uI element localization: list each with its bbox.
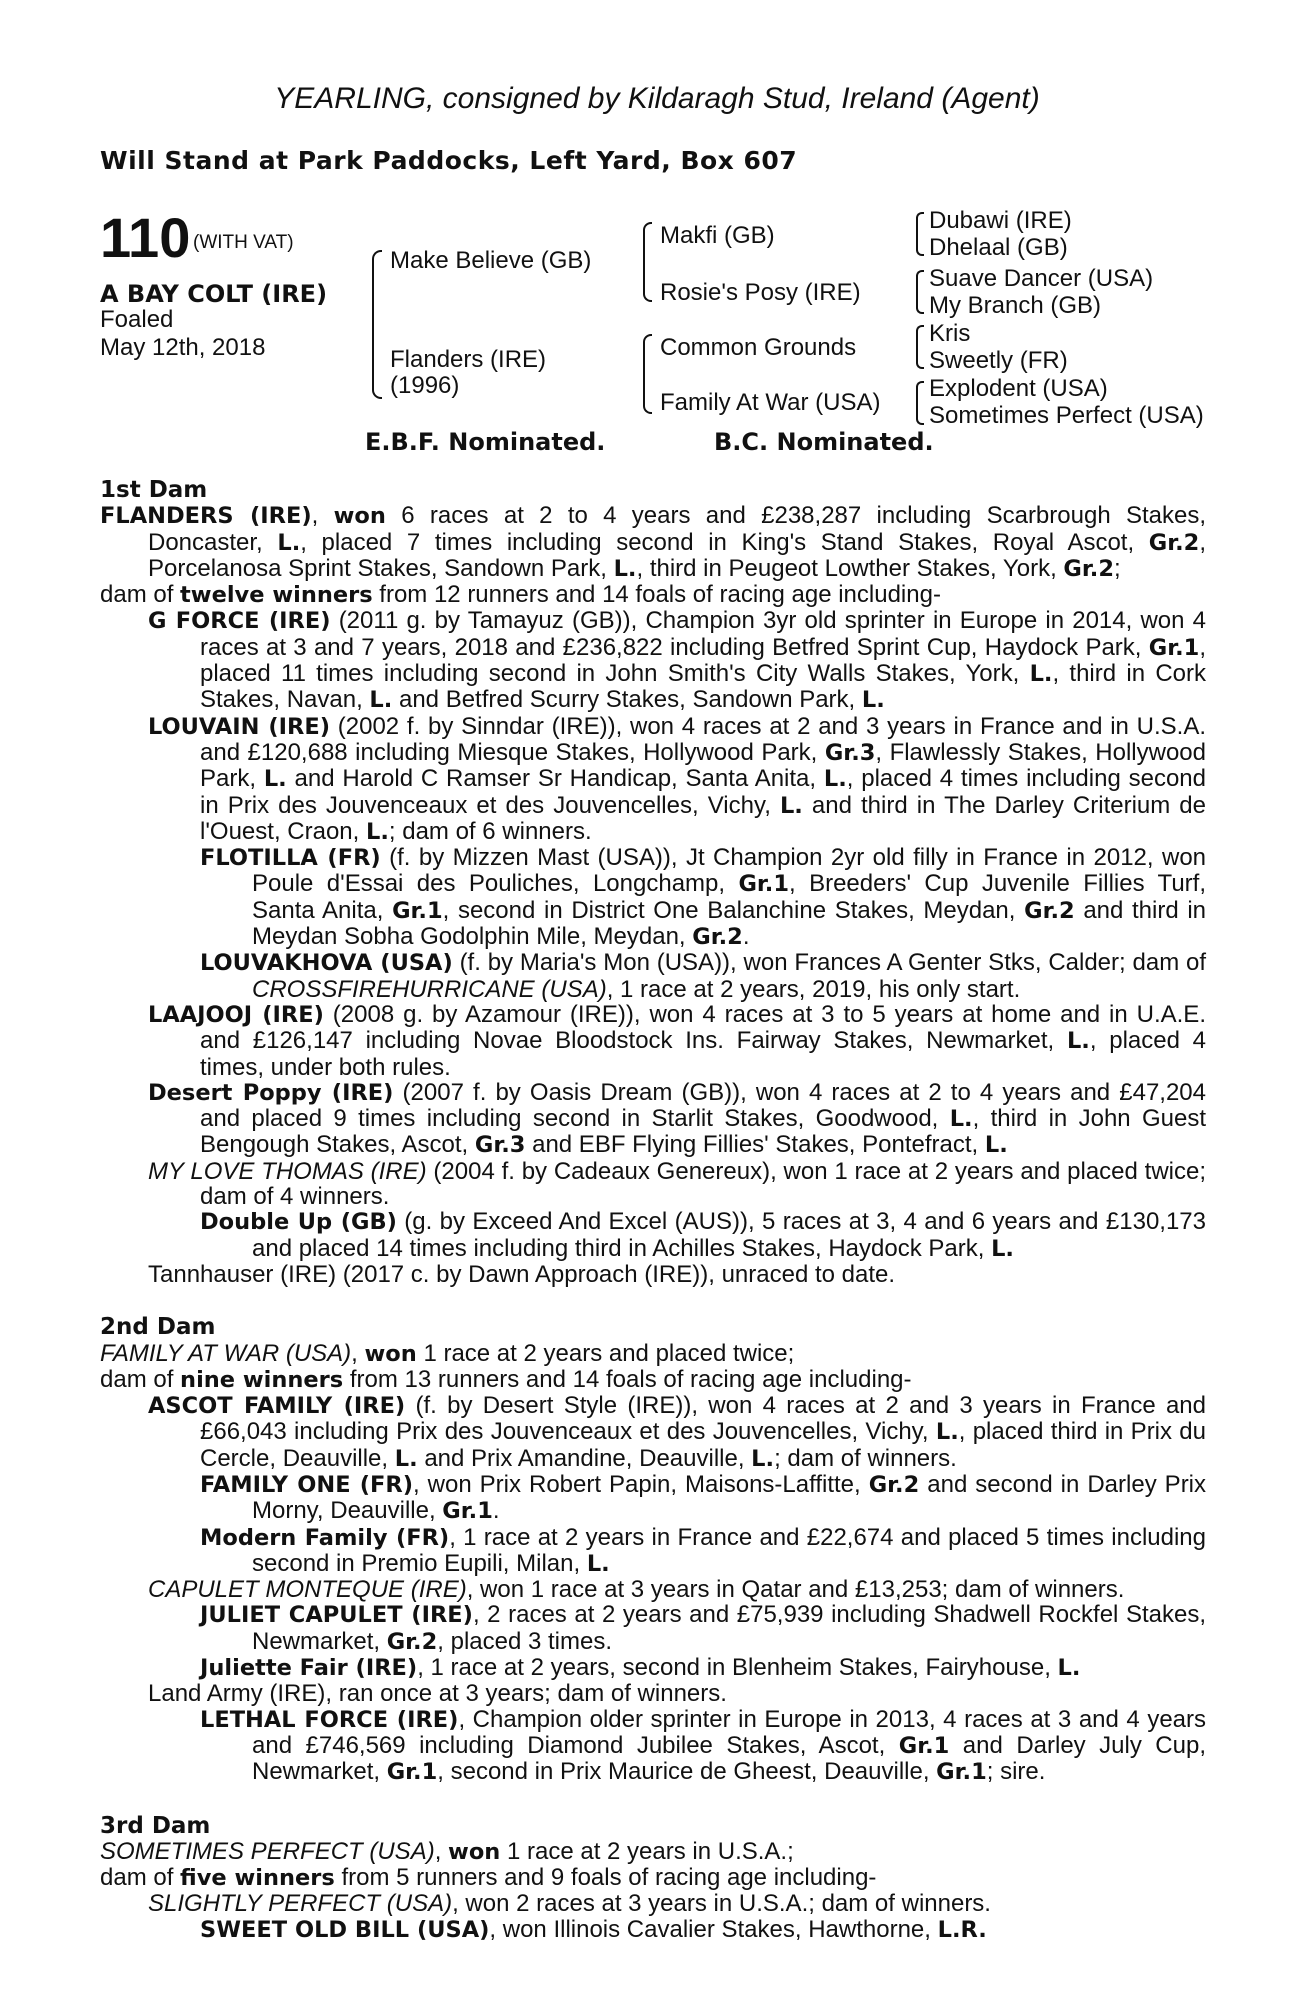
pedigree-sire-sire: Makfi (GB) <box>660 222 775 249</box>
lot-number: 110 <box>100 206 191 269</box>
pedigree-gg8: Sometimes Perfect (USA) <box>929 402 1204 429</box>
third-dam-record: SOMETIMES PERFECT (USA), won 1 race at 2 years in U.S.A.; <box>100 1837 794 1865</box>
vat-note: (WITH VAT) <box>193 232 294 253</box>
produce-capulet-monteque: CAPULET MONTEQUE (IRE), won 1 race at 3 years in Qatar and £13,253; dam of winners. <box>148 1576 1125 1604</box>
pedigree-brace-sire-dam <box>372 250 382 399</box>
produce-sweet-old-bill: SWEET OLD BILL (USA), won Illinois Cavalier Stakes, Hawthorne, L.R. <box>200 1915 987 1943</box>
pedigree-sire: Make Believe (GB) <box>390 247 592 274</box>
produce-lethal-force: LETHAL FORCE (IRE), Champion older sprinter in Europe in 2013, 4 races at 3 and 4 years and £746,569 including Diamond Jubilee Stakes, Ascot, Gr.1 and Darley July Cup, Newmarket, Gr.1, second in Prix Maurice de Gheest, Deauville, Gr.1; sire. <box>200 1705 1207 1786</box>
pedigree-dam-year: (1996) <box>390 372 460 399</box>
stand-location: Will Stand at Park Paddocks, Left Yard, Box 607 <box>100 146 798 175</box>
produce-my-love-thomas: MY LOVE THOMAS (IRE) (2004 f. by Cadeaux Genereux), won 1 race at 2 years and placed twice; dam of 4 winners. <box>148 1157 1207 1211</box>
pedigree-gg6: Sweetly (FR) <box>929 347 1068 374</box>
produce-louvakhova: LOUVAKHOVA (USA) (f. by Maria's Mon (USA)), won Frances A Genter Stks, Calder; dam of CROSSFIREHURRICANE (USA), 1 race at 2 years, 2019, his only start. <box>200 949 1207 1003</box>
pedigree-brace-dam-parents <box>643 334 652 414</box>
first-dam-record: FLANDERS (IRE), won 6 races at 2 to 4 years and £238,287 including Scarbrough Stakes, Doncaster, L., placed 7 times including second in King's Stand Stakes, Royal Ascot, Gr.2, Porcelanosa Sprint Stakes, Sandown Park, L., third in Peugeot Lowther Stakes, York, Gr.2; <box>100 502 1207 582</box>
lot-description: A BAY COLT (IRE) <box>100 280 328 308</box>
produce-desert-poppy: Desert Poppy (IRE) (2007 f. by Oasis Dream (GB)), won 4 races at 2 to 4 years and £47,204 and placed 9 times including second in Starlit Stakes, Goodwood, L., third in John Guest Bengough Stakes, Ascot, Gr.3 and EBF Flying Fillies' Stakes, Pontefract, L. <box>148 1078 1207 1159</box>
pedigree-brace-g3 <box>916 325 924 369</box>
pedigree-gg2: Dhelaal (GB) <box>929 234 1068 261</box>
pedigree-gg1: Dubawi (IRE) <box>929 207 1072 234</box>
first-dam-produce-summary: dam of twelve winners from 12 runners and 14 foals of racing age including- <box>100 581 941 609</box>
foaled-info <box>100 306 265 362</box>
pedigree-gg5: Kris <box>929 320 971 347</box>
pedigree-gg4: My Branch (GB) <box>929 292 1102 319</box>
produce-ascot-family: ASCOT FAMILY (IRE) (f. by Desert Style (IRE)), won 4 races at 2 and 3 years in France and £66,043 including Prix des Jouvenceaux et des Jouvencelles, Vichy, L., placed third in Prix du Cercle, Deauville, L. and Prix Amandine, Deauville, L.; dam of winners. <box>148 1392 1206 1472</box>
produce-double-up: Double Up (GB) (g. by Exceed And Excel (AUS)), 5 races at 3, 4 and 6 years and £130,173 and placed 14 times including third in Achilles Stakes, Haydock Park, L. <box>200 1208 1206 1262</box>
dam-records <box>100 478 1206 1943</box>
second-dam-record: FAMILY AT WAR (USA), won 1 race at 2 years and placed twice; <box>100 1339 795 1367</box>
produce-modern-family: Modern Family (FR), 1 race at 2 years in France and £22,674 and placed 5 times including second in Premio Eupili, Milan, L. <box>200 1523 1206 1577</box>
pedigree-brace-g2 <box>916 270 924 314</box>
produce-land-army: Land Army (IRE), ran once at 3 years; dam of winners. <box>148 1680 727 1708</box>
produce-flotilla: FLOTILLA (FR) (f. by Mizzen Mast (USA)), Jt Champion 2yr old filly in France in 2012, won Poule d'Essai des Pouliches, Longchamp, Gr.1, Breeders' Cup Juvenile Fillies Turf, Santa Anita, Gr.1, second in District One Balanchine Stakes, Meydan, Gr.2 and third in Meydan Sobha Godolphin Mile, Meydan, Gr.2. <box>200 844 1207 951</box>
third-dam-heading: 3rd Dam <box>100 1812 211 1839</box>
produce-slightly-perfect: SLIGHTLY PERFECT (USA), won 2 races at 3 years in U.S.A.; dam of winners. <box>148 1890 991 1918</box>
ebf-nominated: E.B.F. Nominated. <box>365 428 606 456</box>
produce-laajooj: LAAJOOJ (IRE) (2008 g. by Azamour (IRE)), won 4 races at 3 to 5 years at home and in U.A.E. and £126,147 including Novae Bloodstock Ins. Fairway Stakes, Newmarket, L., placed 4 times, under both rules. <box>148 1000 1207 1081</box>
pedigree-brace-g4 <box>916 381 924 425</box>
pedigree-dam-sire: Common Grounds <box>660 334 857 361</box>
pedigree-dam-dam: Family At War (USA) <box>660 389 881 416</box>
consignor-line: YEARLING, consigned by Kildaragh Stud, Ireland (Agent) <box>274 82 1040 115</box>
pedigree-brace-sire-parents <box>643 222 652 302</box>
pedigree-brace-g1 <box>916 212 924 256</box>
pedigree-gg3: Suave Dancer (USA) <box>929 265 1154 292</box>
bc-nominated: B.C. Nominated. <box>714 428 934 456</box>
produce-tannhauser: Tannhauser (IRE) (2017 c. by Dawn Approach (IRE)), unraced to date. <box>148 1260 896 1288</box>
pedigree-sire-dam: Rosie's Posy (IRE) <box>660 279 861 306</box>
third-dam-produce-summary: dam of five winners from 5 runners and 9 foals of racing age including- <box>100 1864 877 1892</box>
foaled-label: Foaled <box>100 306 174 333</box>
produce-family-one: FAMILY ONE (FR), won Prix Robert Papin, Maisons-Laffitte, Gr.2 and second in Darley Prix Morny, Deauville, Gr.1. <box>200 1470 1207 1525</box>
second-dam-heading: 2nd Dam <box>100 1314 216 1341</box>
produce-juliette-fair: Juliette Fair (IRE), 1 race at 2 years, second in Blenheim Stakes, Fairyhouse, L. <box>200 1654 1081 1682</box>
pedigree-dam: Flanders (IRE) <box>390 346 547 373</box>
produce-juliet-capulet: JULIET CAPULET (IRE), 2 races at 2 years and £75,939 including Shadwell Rockfel Stakes, Newmarket, Gr.2, placed 3 times. <box>200 1601 1206 1655</box>
produce-louvain: LOUVAIN (IRE) (2002 f. by Sinndar (IRE)), won 4 races at 2 and 3 years in France and in U.S.A. and £120,688 including Miesque Stakes, Hollywood Park, Gr.3, Flawlessly Stakes, Hollywood Park, L. and Harold C Ramser Sr Handicap, Santa Anita, L., placed 4 times including second in Prix des Jouvenceaux et des Jouvencelles, Vichy, L. and third in The Darley Criterium de l'Ouest, Craon, L.; dam of 6 winners. <box>148 712 1207 845</box>
foaled-date: May 12th, 2018 <box>100 334 266 361</box>
first-dam-heading: 1st Dam <box>100 477 208 503</box>
second-dam-produce-summary: dam of nine winners from 13 runners and 14 foals of racing age including- <box>100 1365 912 1393</box>
produce-g-force: G FORCE (IRE) (2011 g. by Tamayuz (GB)), Champion 3yr old sprinter in Europe in 2014, won 4 races at 3 and 7 years, 2018 and £236,822 including Betfred Sprint Cup, Haydock Park, Gr.1, placed 11 times including second in John Smith's City Walls Stakes, York, L., third in Cork Stakes, Navan, L. and Betfred Scurry Stakes, Sandown Park, L. <box>148 607 1207 714</box>
pedigree-gg7: Explodent (USA) <box>929 375 1108 402</box>
